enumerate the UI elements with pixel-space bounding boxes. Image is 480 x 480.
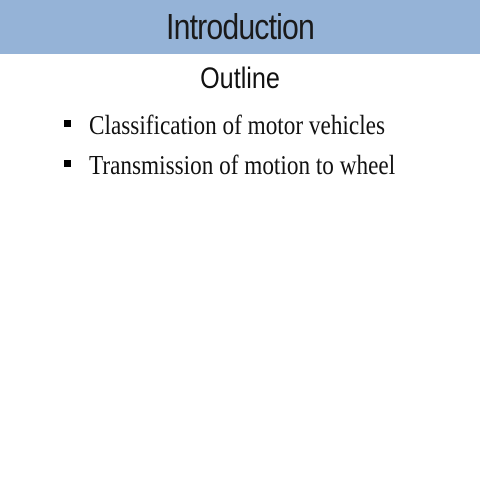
- slide-subtitle: Outline: [200, 62, 280, 95]
- bullet-text: Transmission of motion to wheel: [89, 150, 396, 180]
- square-bullet-icon: [64, 160, 71, 167]
- slide-title: Introduction: [166, 6, 314, 47]
- square-bullet-icon: [64, 120, 71, 127]
- bullet-text: Classification of motor vehicles: [89, 110, 385, 140]
